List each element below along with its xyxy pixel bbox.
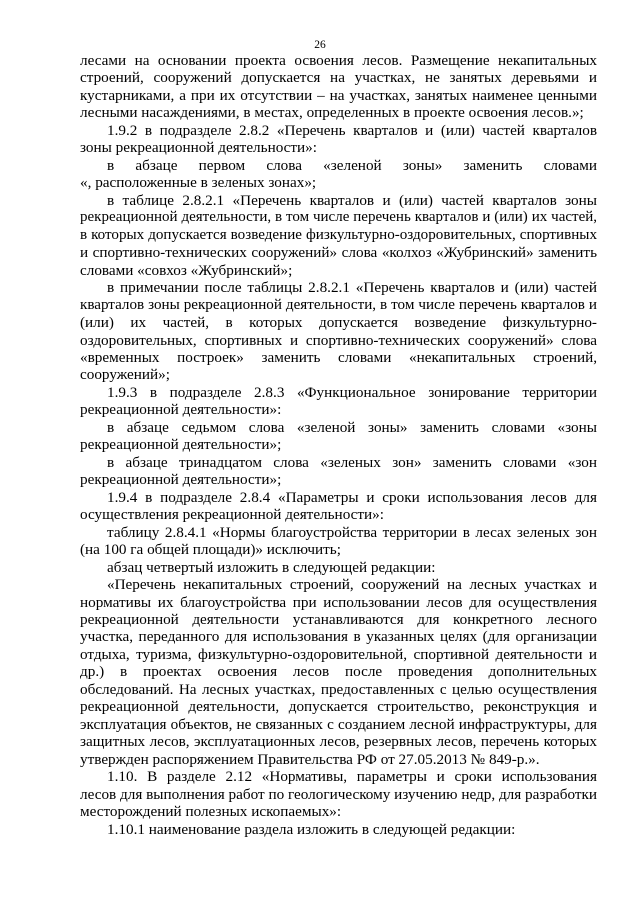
text-line: рекреационной деятельности устанавливаются для конкретного лесного [80,611,597,628]
text-line: рекреационной деятельности, допускается строительство, реконструкция и [80,698,597,716]
text-line: в абзаце первом слова «зеленой зоны» заменить словами [107,156,597,174]
text-line: строений, сооружений допускается на участках, не занятых деревьями и [80,69,597,87]
text-line: 1.9.3 в подразделе 2.8.3 «Функциональное зонирование территории [107,383,597,401]
text-line: рекреационной деятельности»: [80,401,282,419]
text-line: участка, переданного для использования в указанных целях (для организации [80,628,597,646]
text-line: 1.10. В разделе 2.12 «Нормативы, параметры и сроки использования [107,768,597,786]
text-line: таблицу 2.8.4.1 «Нормы благоустройства территории в лесах зеленых зон [107,523,597,541]
text-line: (или) их частей, в которых допускается возведение физкультурно- [80,314,597,332]
text-line: др.) в проектах освоения лесов после проведения дополнительных [80,663,597,681]
text-line: и спортивно-технических сооружений» слова «колхоз «Жубринский» заменить [80,244,597,262]
text-line: в абзаце тринадцатом слова «зеленых зон» заменить словами «зон [107,453,597,471]
text-line: утвержден распоряжением Правительства РФ от 27.05.2013 № 849-р.». [80,750,540,768]
text-line: в абзаце седьмом слова «зеленой зоны» заменить словами «зоны [107,418,597,436]
text-line: абзац четвертый изложить в следующей редакции: [107,558,436,576]
text-line: «Перечень некапитальных строений, сооружений на лесных участках и [107,576,597,594]
text-line: в которых допускается возведение физкультурно-оздоровительных, спортивных [80,226,597,243]
text-line: обследований. На лесных участках, предоставленных с целью осуществления [80,680,597,698]
text-line: лесами на основании проекта освоения лесов. Размещение некапитальных [80,52,597,69]
text-line: лесными насаждениями, в местах, определенных в проекте освоения лесов.»; [80,104,584,122]
text-line: кварталов зоны рекреационной деятельности, в том числе перечень кварталов и [80,296,597,313]
text-line: в примечании после таблицы 2.8.2.1 «Перечень кварталов и (или) частей [107,279,597,297]
text-line: эксплуатация объектов, не связанных с созданием лесной инфраструктуры, для [80,715,597,733]
text-line: «, расположенные в зеленых зонах»; [80,174,317,192]
text-line: 1.9.2 в подразделе 2.8.2 «Перечень кварталов и (или) частей кварталов [107,121,597,139]
text-line: рекреационной деятельности»; [80,471,282,489]
document-body [80,52,597,838]
text-line: словами «совхоз «Жубринский»; [80,261,293,279]
text-line: 1.10.1 наименование раздела изложить в следующей редакции: [107,820,516,838]
text-line: рекреационной деятельности»; [80,436,282,454]
text-line: защитных лесов, эксплуатационных лесов, резервных лесов, перечень которых [80,733,597,751]
text-line: осуществления рекреационной деятельности»: [80,506,384,524]
page-number: 26 [314,39,326,51]
text-line: оздоровительных, спортивных и спортивно-технических сооружений» слова [80,331,597,349]
text-line: рекреационной деятельности, в том числе перечень кварталов и (или) их частей, [80,209,597,226]
text-line: (на 100 га общей площади)» исключить; [80,541,341,559]
text-line: в таблице 2.8.2.1 «Перечень кварталов и (или) частей кварталов зоны [107,191,597,209]
text-line: отдыха, туризма, физкультурно-оздоровительной, спортивной деятельности и [80,645,597,663]
text-line: нормативы их благоустройства при использовании лесов для осуществления [80,593,597,611]
text-line: 1.9.4 в подразделе 2.8.4 «Параметры и сроки использования лесов для [107,488,597,506]
text-line: лесов для выполнения работ по геологическому изучению недр, для разработки [80,785,597,803]
text-line: сооружений»; [80,366,170,384]
text-line: кустарниками, а при их отсутствии – на участках, занятых наименее ценными [80,86,597,104]
text-line: «временных построек» заменить словами «некапитальных строений, [80,348,597,366]
text-line: зоны рекреационной деятельности»: [80,139,317,157]
text-line: месторождений полезных ископаемых»: [80,803,342,821]
